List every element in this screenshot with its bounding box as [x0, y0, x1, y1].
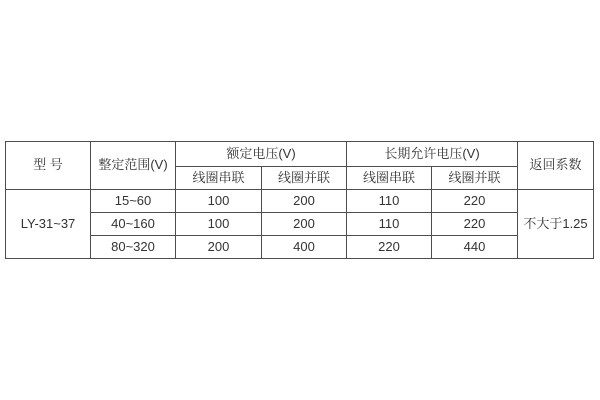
cell-range: 15~60	[91, 190, 176, 213]
cell-rated-series: 200	[176, 236, 262, 259]
cell-rated-series: 100	[176, 213, 262, 236]
header-rated-coil-series: 线圈串联	[176, 167, 262, 190]
cell-long-series: 110	[347, 190, 432, 213]
header-rated-voltage: 额定电压(V)	[176, 142, 347, 167]
relay-spec-table	[5, 141, 594, 259]
cell-long-parallel: 440	[432, 236, 518, 259]
cell-rated-series: 100	[176, 190, 262, 213]
cell-model: LY-31~37	[6, 190, 91, 259]
header-setting-range: 整定范围(V)	[91, 142, 176, 190]
header-long-coil-parallel: 线圈并联	[432, 167, 518, 190]
header-long-term-voltage: 长期允许电压(V)	[347, 142, 518, 167]
cell-rated-parallel: 200	[262, 190, 347, 213]
cell-long-parallel: 220	[432, 190, 518, 213]
header-long-coil-series: 线圈串联	[347, 167, 432, 190]
cell-long-series: 110	[347, 213, 432, 236]
cell-range: 40~160	[91, 213, 176, 236]
cell-long-parallel: 220	[432, 213, 518, 236]
table-row	[6, 213, 594, 236]
header-row-1	[6, 142, 594, 167]
cell-rated-parallel: 200	[262, 213, 347, 236]
header-rated-coil-parallel: 线圈并联	[262, 167, 347, 190]
cell-rated-parallel: 400	[262, 236, 347, 259]
header-model: 型 号	[6, 142, 91, 190]
table-row	[6, 236, 594, 259]
cell-range: 80~320	[91, 236, 176, 259]
cell-return-coefficient: 不大于1.25	[518, 190, 594, 259]
cell-long-series: 220	[347, 236, 432, 259]
table-row	[6, 190, 594, 213]
header-return-coefficient: 返回系数	[518, 142, 594, 190]
